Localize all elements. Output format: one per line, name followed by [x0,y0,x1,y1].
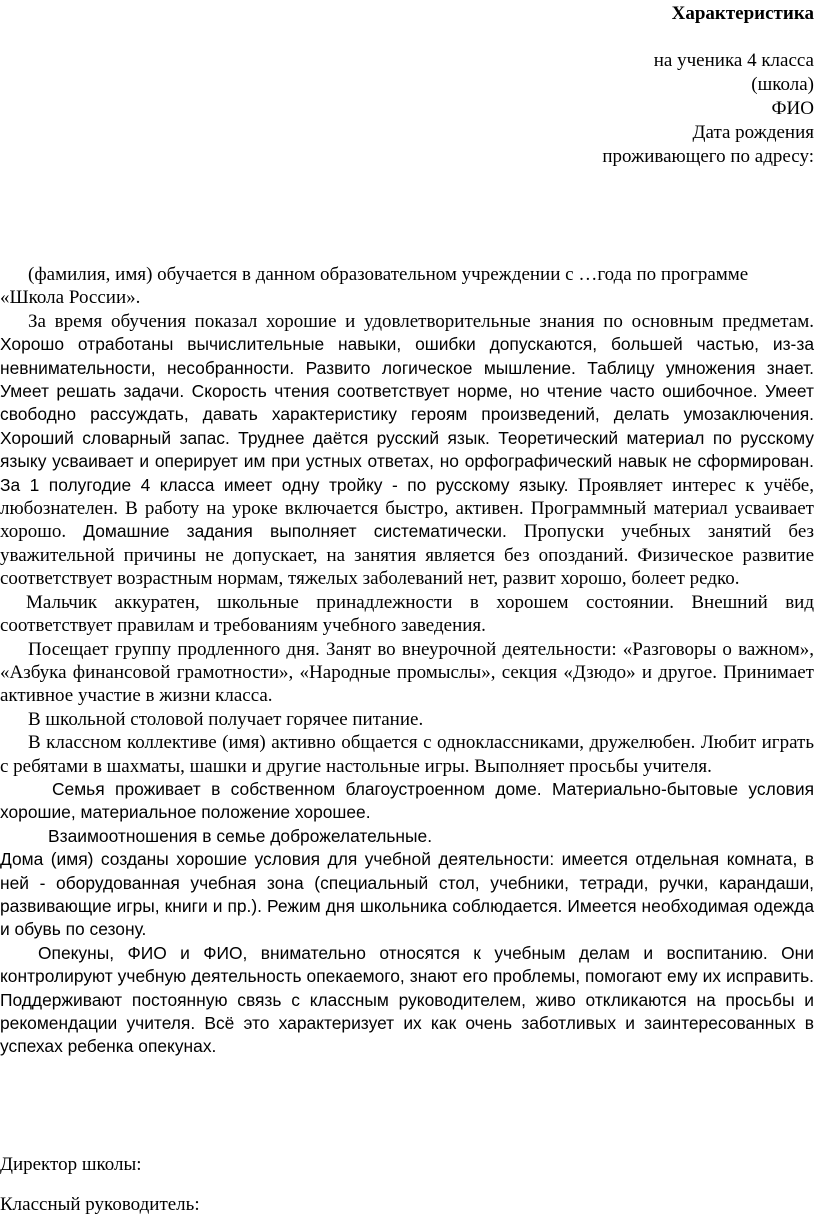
signature-block [0,1153,200,1217]
birth-date-line: Дата рождения [692,122,814,143]
director-signature-label: Директор школы: [0,1154,142,1175]
paragraph-academic [0,310,814,591]
school-line: (школа) [751,74,814,95]
paragraph-family: Семья проживает в собственном благоустроенном доме. Материально-бытовые условия хорошие, материальное положение хорошее. [0,778,814,823]
paragraph-activities: Посещает группу продленного дня. Занят во внеурочной деятельности: «Разговоры о важном», «Азбука финансовой грамотности», «Народные промыслы», секция «Дзюдо» и другое. Принимает активное участие в жизни класса. [0,638,814,707]
document-body [0,263,814,1059]
paragraph-meals: В школьной столовой получает горячее питание. [28,708,424,730]
paragraph-guardians: Опекуны, ФИО и ФИО, внимательно относятся к учебным делам и воспитанию. Они контролируют учебную деятельность опекаемого, знают его проблемы, помогают ему их исправить. Поддерживают постоянную связь с классным руководителем, живо откликаются на просьбы и рекомендации учителя. Всё это характеризует их как очень заботливых и заинтересованных в успехах ребенка опекунах. [0,942,814,1057]
academic-sentence-1: За время обучения показал хорошие и удовлетворительные знания по основным предметам. [28,310,814,332]
academic-interest: Проявляет интерес к учёбе, любознателен. В работу на уроке включается быстро, активен. Программный материал усваивает хорошо. [0,474,814,543]
paragraph-home-conditions: Дома (имя) созданы хорошие условия для учебной деятельности: имеется отдельная комната, в ней - оборудованная учебная зона (специальный стол, учебники, тетради, ручки, карандаши, развивающие игры, книги и пр.). Режим дня школьника соблюдается. Имеется необходимая одежда и обувь по сезону. [0,849,814,940]
academic-attendance: Пропуски учебных занятий без уважительной причины не допускает, на занятия является без опозданий. Физическое развитие соответствует возрастным нормам, тяжелых заболеваний нет, развит хорошо, болеет редко. [0,521,815,590]
address-line: проживающего по адресу: [602,146,814,167]
document-header [602,2,814,169]
paragraph-appearance: Мальчик аккуратен, школьные принадлежности в хорошем состоянии. Внешний вид соответствует правилам и требованиям учебного заведения. [0,591,814,637]
paragraph-family-relations: Взаимоотношения в семье доброжелательные. [48,825,433,846]
academic-homework: Домашние задания выполняет систематически. [83,521,507,542]
paragraph-intro: (фамилия, имя) обучается в данном образовательном учреждении с …года по программе «Школа России». [0,264,749,309]
full-name-line: ФИО [771,98,814,119]
class-teacher-signature-label: Классный руководитель: [0,1194,200,1215]
student-class-line: на ученика 4 класса [653,50,814,71]
paragraph-classmates: В классном коллективе (имя) активно общается с одноклассниками, дружелюбен. Любит играть с ребятами в шахматы, шашки и другие настольные игры. Выполняет просьбы учителя. [0,732,814,777]
document-title: Характеристика [671,3,814,24]
academic-details: Хорошо отработаны вычислительные навыки, ошибки допускаются, большей частью, из-за невнимательности, несобранности. Развито логическое мышление. Таблицу умножения знает. Умеет решать задачи. Скорость чтения соответствует норме, но чтение часто ошибочное. Умеет свободно рассуждать, давать характеристику героям произведений, делать умозаключения. Хороший словарный запас. Труднее даётся русский язык. Теоретический материал по русскому языку усваивает и оперирует им при устных ответах, но орфографический навык не сформирован. За 1 полугодие 4 класса имеет одну тройку - по русскому языку. [0,334,814,495]
